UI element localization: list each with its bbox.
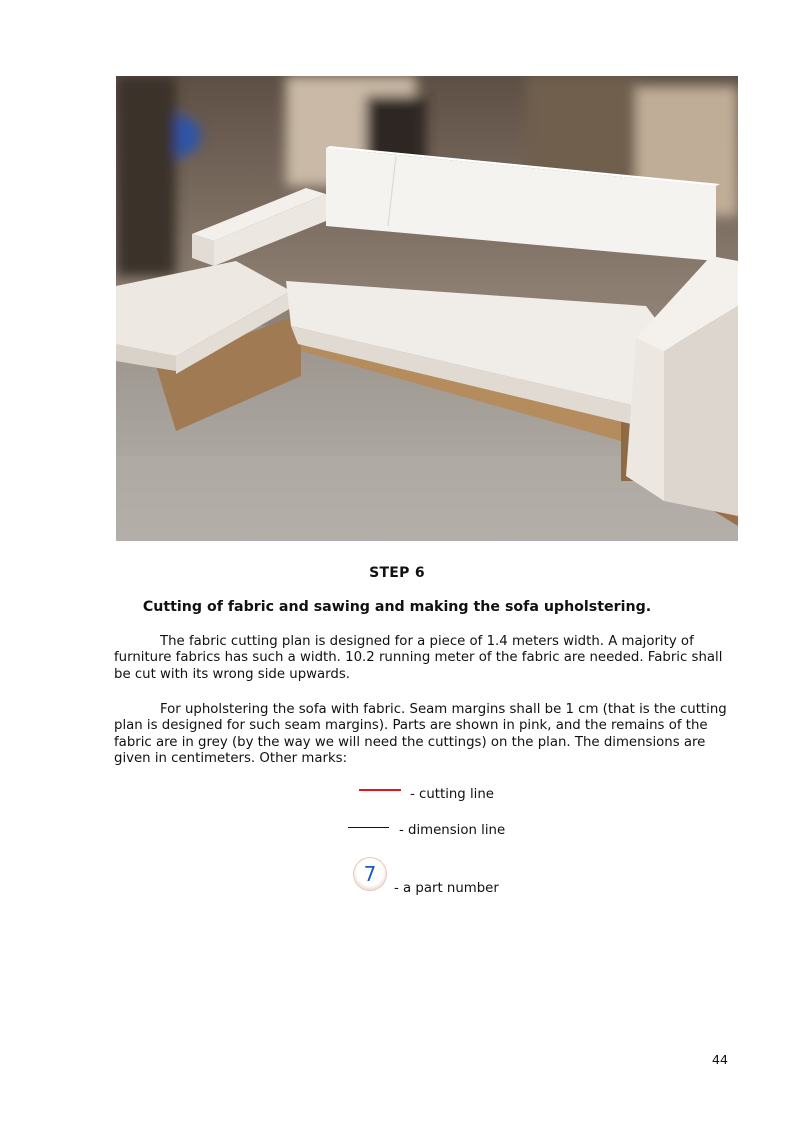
sofa-photo — [116, 76, 738, 541]
part-number-badge: 7 — [354, 858, 386, 890]
paragraph-fabric-width: The fabric cutting plan is designed for a piece of 1.4 meters width. A majority of furniture fabrics has such a width. 10.2 running meter of the fabric are needed. Fabric shall be cut with its wrong side upwards. — [114, 634, 723, 682]
page-number: 44 — [712, 1052, 728, 1067]
paragraph-upholstering: For upholstering the sofa with fabric. Seam margins shall be 1 cm (that is the cutting plan is designed for such seam margins). Parts are shown in pink, and the remains of the fabric are in grey (by the way we will need the cuttings) on the plan. The dimensions are given in centimeters. Other marks: — [114, 702, 727, 767]
dimension-line-sample — [348, 827, 389, 828]
sofa-illustration — [116, 76, 738, 541]
section-subtitle: Cutting of fabric and sawing and making the sofa upholstering. — [142, 599, 652, 615]
cutting-line-sample — [359, 789, 401, 791]
legend-cutting-line: - cutting line — [410, 787, 494, 802]
legend-part-number: - a part number — [394, 881, 499, 896]
legend-dimension-line: - dimension line — [399, 823, 506, 838]
step-heading: STEP 6 — [369, 565, 425, 581]
